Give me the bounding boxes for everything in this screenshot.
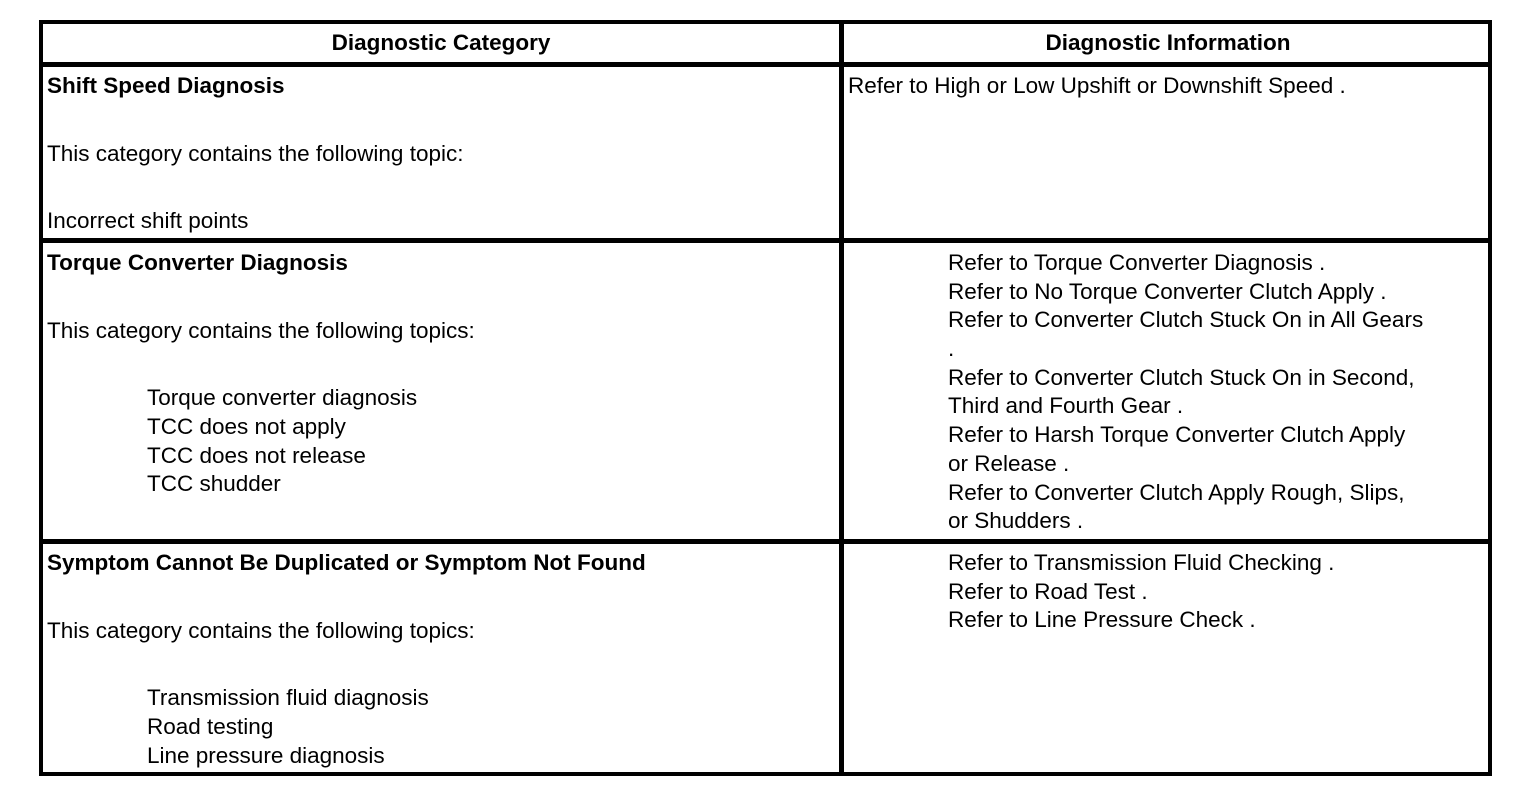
information-cell [948, 249, 1488, 536]
category-title: Torque Converter Diagnosis [47, 250, 348, 275]
information-cell [848, 72, 1488, 101]
row-divider [43, 539, 1488, 544]
category-title: Shift Speed Diagnosis [47, 73, 285, 98]
info-line: . [948, 336, 955, 362]
topic-item: Torque converter diagnosis [147, 385, 418, 411]
info-line: Refer to Harsh Torque Converter Clutch Apply [948, 422, 1406, 448]
info-line: Refer to Converter Clutch Stuck On in All Gears [948, 307, 1424, 333]
category-intro: This category contains the following topics: [47, 317, 475, 343]
info-line: Refer to High or Low Upshift or Downshift Speed . [848, 73, 1346, 98]
category-intro: This category contains the following topic: [47, 140, 464, 166]
topic-item: TCC does not apply [147, 414, 346, 440]
row-divider [43, 238, 1488, 243]
info-line: Refer to Converter Clutch Stuck On in Second, [948, 364, 1415, 390]
header-diagnostic-category: Diagnostic Category [331, 30, 551, 55]
category-cell [47, 72, 837, 236]
category-title: Symptom Cannot Be Duplicated or Symptom Not Found [47, 550, 646, 575]
topic-item: Line pressure diagnosis [147, 742, 385, 768]
info-line: Refer to Torque Converter Diagnosis . [948, 250, 1326, 275]
info-line: Third and Fourth Gear . [948, 393, 1184, 419]
info-line: Refer to Line Pressure Check . [948, 607, 1256, 633]
info-line: Refer to Transmission Fluid Checking . [948, 550, 1335, 575]
topic-item: TCC shudder [147, 471, 281, 497]
info-line: Refer to No Torque Converter Clutch Apply . [948, 278, 1387, 304]
info-line: Refer to Converter Clutch Apply Rough, Slips, [948, 479, 1405, 505]
category-cell [47, 249, 837, 499]
header-diagnostic-information: Diagnostic Information [1045, 30, 1291, 55]
info-line: Refer to Road Test . [948, 578, 1148, 604]
topic-item: Transmission fluid diagnosis [147, 685, 429, 711]
topic-item: Road testing [147, 714, 274, 740]
category-cell [47, 549, 837, 770]
topic-item: TCC does not release [147, 442, 366, 468]
category-intro: This category contains the following topics: [47, 617, 475, 643]
topic-item: Incorrect shift points [47, 208, 249, 234]
info-line: or Shudders . [948, 508, 1084, 534]
diagnostic-table [39, 20, 1492, 776]
information-cell [948, 549, 1488, 635]
column-divider [839, 24, 844, 772]
info-line: or Release . [948, 450, 1070, 476]
